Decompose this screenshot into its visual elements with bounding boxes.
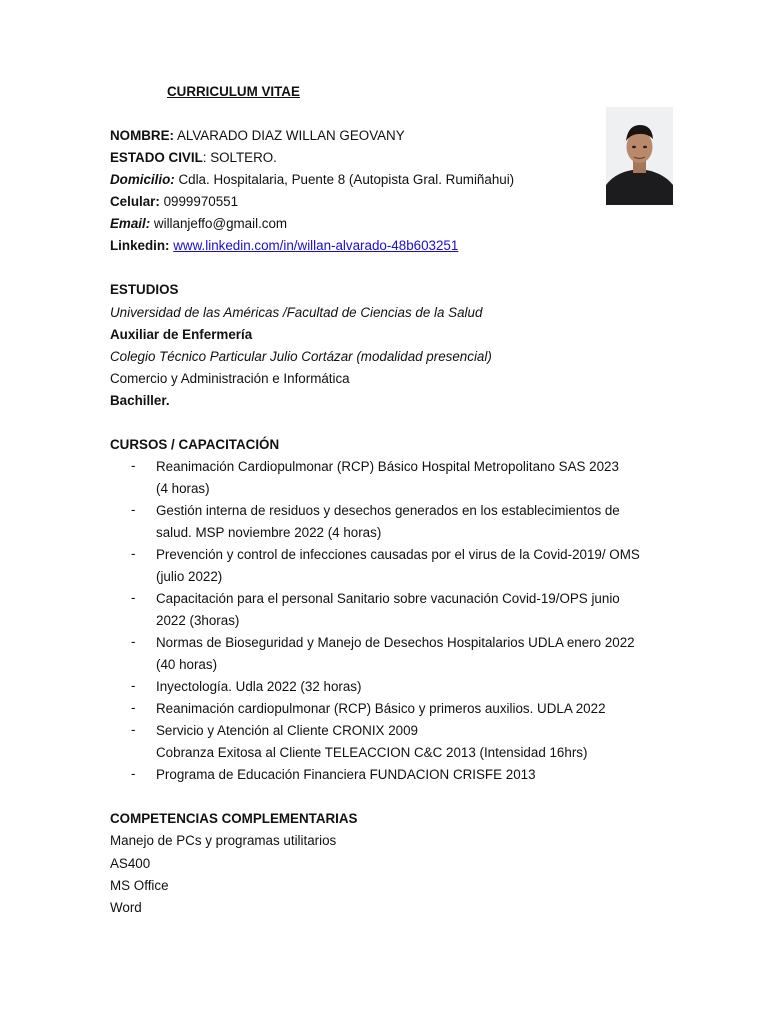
domicilio-label: Domicilio: (110, 172, 175, 187)
linkedin-label: Linkedin: (110, 238, 170, 253)
email-label: Email: (110, 216, 151, 231)
list-item: Capacitación para el personal Sanitario sobre vacunación Covid-19/OPS junio (156, 591, 620, 606)
estudios-line: Bachiller. (110, 393, 170, 408)
list-item-cont: (julio 2022) (156, 569, 223, 584)
estado-civil-value: : SOLTERO. (202, 150, 277, 165)
list-item-cont: Cobranza Exitosa al Cliente TELEACCION C&C 2013 (Intensidad 16hrs) (156, 745, 588, 760)
list-item: Inyectología. Udla 2022 (32 horas) (156, 679, 362, 694)
list-dash: - (131, 722, 136, 737)
nombre-label: NOMBRE: (110, 128, 174, 143)
list-dash: - (131, 678, 136, 693)
celular-value: 0999970551 (163, 194, 239, 209)
list-item-cont: (40 horas) (156, 657, 218, 672)
estudios-heading: ESTUDIOS (110, 282, 179, 297)
list-item: Programa de Educación Financiera FUNDACION CRISFE 2013 (156, 767, 536, 782)
email-row (110, 215, 287, 233)
list-dash: - (131, 766, 136, 781)
celular-label: Celular: (110, 194, 160, 209)
competencias-heading: COMPETENCIAS COMPLEMENTARIAS (110, 811, 358, 826)
estado-civil-label: ESTADO CIVIL (110, 150, 203, 165)
estudios-line: Comercio y Administración e Informática (110, 371, 350, 386)
competencia-item: Manejo de PCs y programas utilitarios (110, 833, 337, 848)
competencia-item: Word (110, 900, 142, 915)
estudios-line: Auxiliar de Enfermería (110, 327, 253, 342)
document-title: CURRICULUM VITAE (167, 84, 300, 99)
estado-civil-row (110, 149, 277, 167)
domicilio-row (110, 171, 514, 189)
nombre-value: ALVARADO DIAZ WILLAN GEOVANY (176, 128, 405, 143)
list-item: Reanimación Cardiopulmonar (RCP) Básico Hospital Metropolitano SAS 2023 (156, 459, 619, 474)
list-dash: - (131, 590, 136, 605)
list-item-cont: (4 horas) (156, 481, 210, 496)
competencia-item: AS400 (110, 856, 151, 871)
list-item-cont: 2022 (3horas) (156, 613, 240, 628)
profile-photo (606, 107, 673, 205)
email-value: willanjeffo@gmail.com (153, 216, 288, 231)
estudios-line: Universidad de las Américas /Facultad de Ciencias de la Salud (110, 305, 483, 320)
list-item: Servicio y Atención al Cliente CRONIX 2009 (156, 723, 418, 738)
linkedin-row (110, 237, 458, 255)
list-item-cont: salud. MSP noviembre 2022 (4 horas) (156, 525, 382, 540)
list-dash: - (131, 458, 136, 473)
list-item: Gestión interna de residuos y desechos generados en los establecimientos de (156, 503, 620, 518)
cursos-heading: CURSOS / CAPACITACIÓN (110, 437, 280, 452)
nombre-row (110, 127, 405, 145)
list-dash: - (131, 502, 136, 517)
linkedin-link[interactable]: www.linkedin.com/in/willan-alvarado-48b603251 (173, 238, 459, 253)
list-item: Prevención y control de infecciones causadas por el virus de la Covid-2019/ OMS (156, 547, 640, 562)
person-photo-icon (606, 107, 673, 205)
list-dash: - (131, 634, 136, 649)
domicilio-value: Cdla. Hospitalaria, Puente 8 (Autopista Gral. Rumiñahui) (178, 172, 515, 187)
estudios-line: Colegio Técnico Particular Julio Cortázar (modalidad presencial) (110, 349, 492, 364)
celular-row (110, 193, 238, 211)
list-item: Reanimación cardiopulmonar (RCP) Básico y primeros auxilios. UDLA 2022 (156, 701, 606, 716)
list-item: Normas de Bioseguridad y Manejo de Desechos Hospitalarios UDLA enero 2022 (156, 635, 635, 650)
list-dash: - (131, 546, 136, 561)
competencia-item: MS Office (110, 878, 169, 893)
list-dash: - (131, 700, 136, 715)
